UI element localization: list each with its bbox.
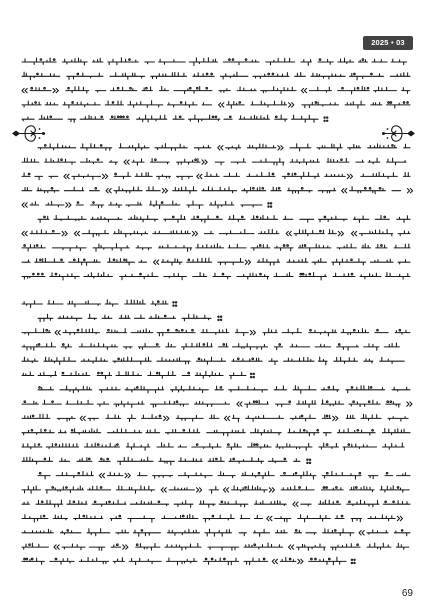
text-line [22, 244, 410, 252]
text-line [22, 86, 410, 94]
left-ornament-icon [12, 126, 45, 141]
text-line [22, 557, 355, 565]
text-line [22, 272, 410, 280]
text-line [38, 215, 410, 223]
text-line [22, 529, 410, 537]
text-line [22, 258, 410, 265]
text-line [22, 58, 407, 66]
ornament-scroll [20, 126, 43, 141]
text-line [22, 300, 177, 308]
ornament-scroll [384, 126, 407, 141]
text-block-top [22, 58, 413, 280]
text-line [22, 101, 410, 109]
text-line [22, 543, 409, 551]
text-line [38, 471, 410, 479]
text-block-bottom [22, 300, 412, 565]
text-line [22, 187, 413, 194]
text-line [22, 514, 403, 522]
text-line [22, 158, 406, 165]
text-line [22, 357, 404, 365]
text-line [38, 314, 222, 322]
text-line [22, 429, 410, 437]
text-line [22, 500, 410, 507]
text-line [22, 343, 400, 351]
issue-label: 2025 • 03 [371, 38, 405, 47]
text-line [22, 457, 311, 465]
text-line [22, 443, 404, 451]
text-line [22, 371, 254, 379]
text-line [22, 229, 410, 237]
text-line [22, 201, 272, 209]
right-ornament-icon [382, 126, 415, 141]
text-line [22, 172, 410, 179]
text-line [38, 144, 410, 151]
text-line [22, 328, 410, 336]
text-line [22, 486, 409, 494]
text-line [22, 400, 412, 408]
text-line [38, 386, 410, 394]
text-line [22, 115, 328, 122]
text-line [22, 414, 408, 422]
page-number: 69 [401, 588, 413, 599]
text-line [22, 72, 410, 80]
